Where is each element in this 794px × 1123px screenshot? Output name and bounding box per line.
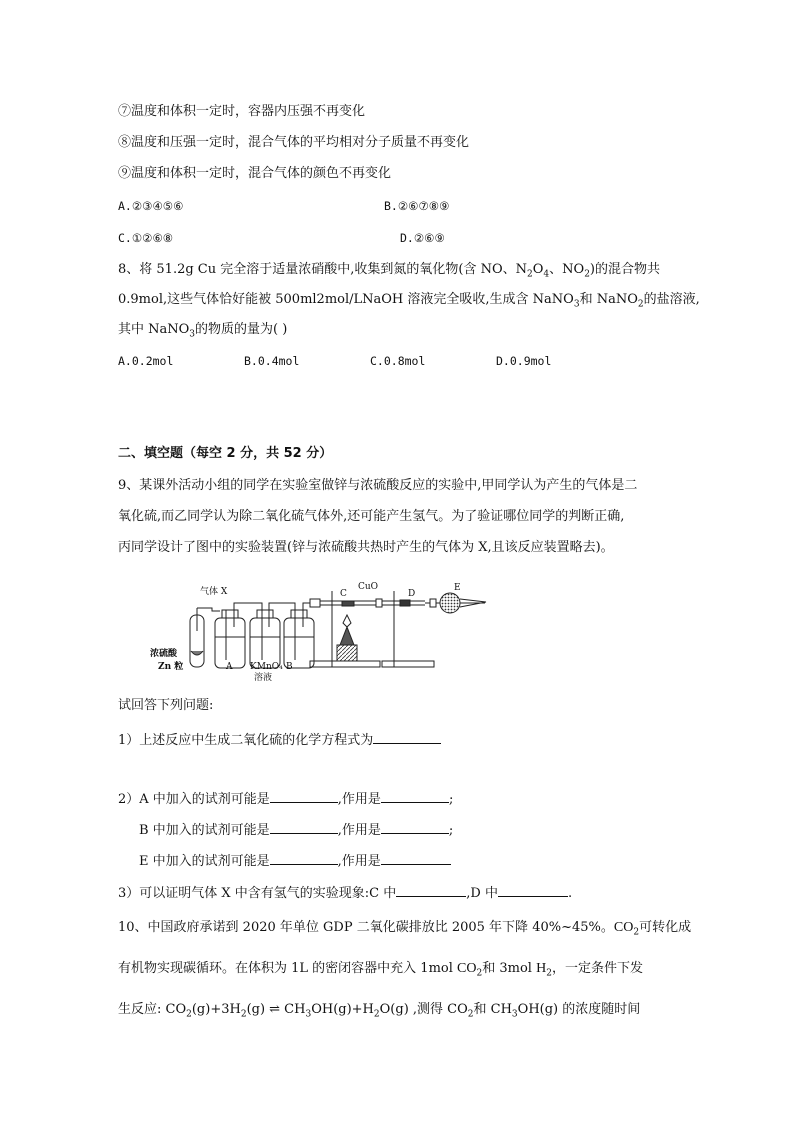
q9-part-2b: B 中加入的试剂可能是 ,作用是 ; [139,819,453,841]
answer-blank[interactable] [373,729,441,744]
stand-base [310,661,380,667]
choice-a: A.②③④⑤⑥ [118,199,184,213]
statement-7: ⑦温度和体积一定时，容器内压强不再变化 [118,104,366,119]
section-2-title: 二、填空题（每空 2 分，共 52 分） [118,446,333,461]
apparatus-diagram [150,575,495,685]
answer-blank[interactable] [381,788,449,803]
label-cuo: CuO [358,582,379,592]
answer-blank[interactable] [270,850,338,865]
answer-blank[interactable] [381,850,451,865]
q8-choice-a: A.0.2mol [118,354,174,368]
choice-b: B.②⑥⑦⑧⑨ [384,199,450,213]
q10-line-2: 有机物实现碳循环。在体积为 1L 的密闭容器中充入 1mol $CO_2$和 3mol $H_2$，一定条件下发 [118,961,643,979]
label-gas-x: 气体 X [200,587,228,597]
q8-line-3: 其中 NaNO$_3$的物质的量为( ) [118,322,288,340]
drying-bulb-e [440,593,460,613]
lamp-block [337,645,357,661]
bottle-a [215,618,245,668]
tube-d-solid [400,600,410,606]
bottle-kmno4 [250,618,280,668]
q8-line-1: 8、将 51.2g Cu 完全溶于适量浓硝酸中,收集到氮的氧化物(含 NO、$N_2O_4$、$NO_2$)的混合物共 [118,262,660,280]
q9-part-2e: E 中加入的试剂可能是 ,作用是 [139,850,451,872]
q9-part-2a: 2）A 中加入的试剂可能是 ,作用是 ; [118,788,453,810]
label-e: E [454,583,461,593]
q8-choice-d: D.0.9mol [496,354,552,368]
q9-line-2: 氧化硫,而乙同学认为除二氧化硫气体外,还可能产生氢气。为了验证哪位同学的判断正确, [118,509,625,524]
q9-intro: 试回答下列问题: [118,698,214,713]
label-acid: 浓硫酸 [150,649,178,659]
label-a: A [226,662,233,672]
answer-blank[interactable] [270,819,338,834]
choice-d: D.②⑥⑨ [400,231,445,245]
answer-blank[interactable] [396,882,466,897]
burner [340,627,354,645]
q8-choice-b: B.0.4mol [244,354,300,368]
q9-part-1: 1）上述反应中生成二氧化硫的化学方程式为 [118,729,441,751]
q8-choice-c: C.0.8mol [370,354,426,368]
label-solution: 溶液 [254,673,273,683]
q8-line-2: 0.9mol,这些气体恰好能被 500ml2mol/LNaOH 溶液完全吸收,生成含 NaNO$_3$和 NaNO$_2$的盐溶液, [118,292,700,310]
label-c: C [340,589,347,599]
q9-line-3: 丙同学设计了图中的实验装置(锌与浓硫酸共热时产生的气体为 X,且该反应装置略去)。 [118,540,614,555]
q10-line-3: 生反应: $CO_2(g)+3H_2(g)$ ⇌ $CH_3OH(g)+H_2O(g)$ ,测得 $CO_2$和 $CH_3OH(g)$ 的浓度随时间 [118,1002,641,1020]
statement-9: ⑨温度和体积一定时，混合气体的颜色不再变化 [118,166,392,181]
q9-part-3: 3）可以证明气体 X 中含有氢气的实验现象:C 中 ,D 中 . [118,882,572,904]
label-b: B [286,662,293,672]
answer-blank[interactable] [381,819,449,834]
q9-line-1: 9、某课外活动小组的同学在实验室做锌与浓硫酸反应的实验中,甲同学认为产生的气体是二 [118,478,638,493]
label-kmno4: KMnO₄ [250,662,283,672]
label-d: D [408,589,416,599]
choice-c: C.①②⑥⑧ [118,231,174,245]
statement-8: ⑧温度和压强一定时，混合气体的平均相对分子质量不再变化 [118,135,470,150]
label-zn: Zn 粒 [158,662,184,672]
answer-blank[interactable] [270,788,338,803]
answer-blank[interactable] [498,882,568,897]
q10-line-1: 10、中国政府承诺到 2020 年单位 GDP 二氧化碳排放比 2005 年下降 40%~45%。$CO_2$可转化成 [118,920,692,938]
